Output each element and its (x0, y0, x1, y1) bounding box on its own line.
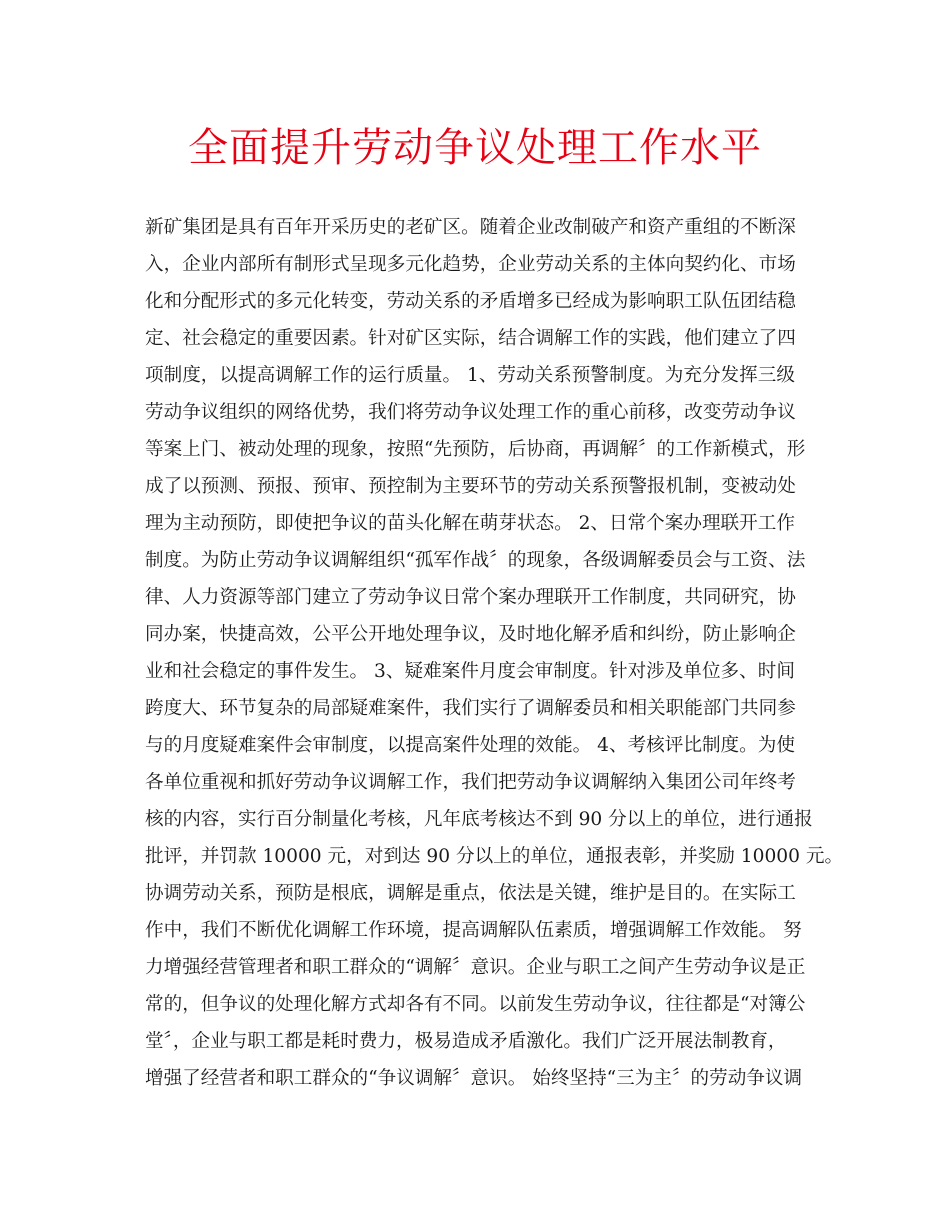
body-line: 成了以预测、预报、预审、预控制为主要环节的劳动关系预警报机制，变被动处 (145, 476, 796, 497)
body-line: 制度。为防止劳动争议调解组织“孤军作战〞的现象，各级调解委员会与工资、法 (145, 550, 806, 571)
document-title: 全面提升劳动争议处理工作水平 (188, 125, 762, 171)
body-line: 跨度大、环节复杂的局部疑难案件，我们实行了调解委员和相关职能部门共同参 (145, 698, 796, 719)
body-line: 常的，但争议的处理化解方式却各有不同。以前发生劳动争议，往往都是“对簿公 (145, 994, 806, 1015)
body-line: 律、人力资源等部门建立了劳动争议日常个案办理联开工作制度，共同研究，协 (145, 587, 796, 608)
body-line: 同办案，快捷高效，公平公开地处理争议，及时地化解矛盾和纠纷，防止影响企 (145, 624, 796, 645)
body-line: 与的月度疑难案件会审制度，以提高案件处理的效能。 4、考核评比制度。为使 (145, 735, 795, 756)
body-line: 各单位重视和抓好劳动争议调解工作，我们把劳动争议调解纳入集团公司年终考 (145, 772, 796, 793)
body-line: 新矿集团是具有百年开采历史的老矿区。随着企业改制破产和资产重组的不断深 (145, 217, 796, 238)
body-line: 增强了经营者和职工群众的“争议调解〞意识。 始终坚持“三为主〞的劳动争议调 (145, 1068, 803, 1089)
document-body (145, 209, 844, 1097)
body-line: 业和社会稳定的事件发生。 3、疑难案件月度会审制度。针对涉及单位多、时间 (145, 661, 795, 682)
body-line: 等案上门、被动处理的现象，按照“先预防，后协商，再调解〞的工作新模式，形 (145, 439, 806, 460)
body-line: 堂〞，企业与职工都是耗时费力，极易造成矛盾激化。我们广泛开展法制教育， (145, 1031, 787, 1052)
body-line: 劳动争议组织的网络优势，我们将劳动争议处理工作的重心前移，改变劳动争议 (145, 402, 796, 423)
body-line: 协调劳动关系，预防是根底，调解是重点，依法是关键，维护是目的。在实际工 (145, 883, 796, 904)
body-line: 力增强经营管理者和职工群众的“调解〞意识。企业与职工之间产生劳动争议是正 (145, 957, 806, 978)
body-line: 批评，并罚款 10000 元，对到达 90 分以上的单位，通报表彰，并奖励 10000 元。 (145, 846, 844, 867)
body-line: 项制度，以提高调解工作的运行质量。 1、劳动关系预警制度。为充分发挥三级 (145, 365, 795, 386)
body-line: 理为主动预防，即使把争议的苗头化解在萌芽状态。 2、日常个案办理联开工作 (145, 513, 795, 534)
body-line: 作中，我们不断优化调解工作环境，提高调解队伍素质，增强调解工作效能。 努 (145, 920, 802, 941)
body-line: 化和分配形式的多元化转变，劳动关系的矛盾增多已经成为影响职工队伍团结稳 (145, 291, 796, 312)
body-line: 入，企业内部所有制形式呈现多元化趋势，企业劳动关系的主体向契约化、市场 (145, 254, 796, 275)
body-line: 定、社会稳定的重要因素。针对矿区实际，结合调解工作的实践，他们建立了四 (145, 328, 796, 349)
body-line: 核的内容，实行百分制量化考核，凡年底考核达不到 90 分以上的单位，进行通报 (145, 809, 813, 830)
